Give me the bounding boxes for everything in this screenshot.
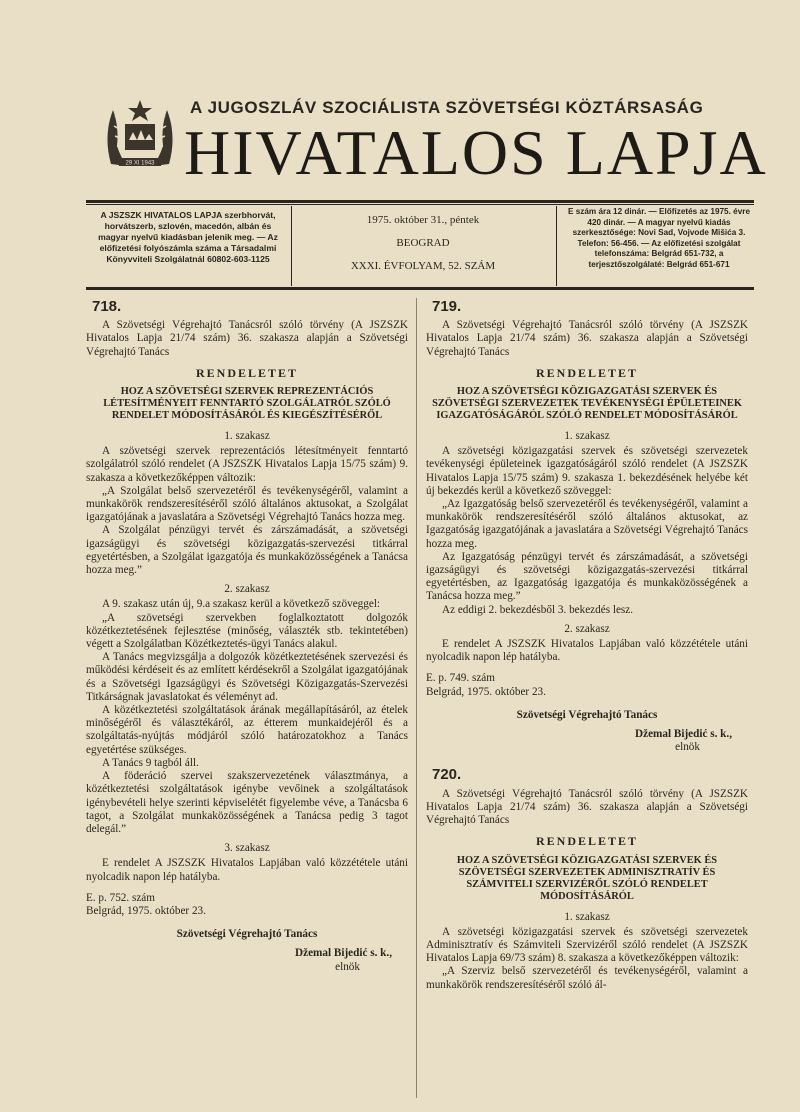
- masthead-rule-top: [86, 200, 754, 203]
- decree-718-ep-number: E. p. 752. szám: [86, 891, 155, 904]
- issue-volume: XXXI. ÉVFOLYAM, 52. SZÁM: [350, 260, 496, 272]
- decree-719-paragraph: E rendelet A JSZSZK Hivatalos Lapjában való közzététele utáni nyolcadik napon lép hatályba.: [426, 638, 748, 664]
- info-divider-left: [291, 206, 292, 286]
- decree-719-paragraph: „Az Igazgatóság belső szervezetéről és tevékenységéről, valamint a munkakörök rendszeresítéséről szóló általános aktusokat, az Igazgatóság igazgatójának a javaslatára a Szövetségi Végrehajtó Tanács hozza meg.: [426, 498, 748, 550]
- decree-720-subject: HOZ A SZÖVETSÉGI KÖZIGAZGATÁSI SZERVEK ÉS SZÖVETSÉGI SZERVEZETEK ADMINISZTRATÍV ÉS SZÁMVITELI SZERVIZÉRŐL SZÓLÓ RENDELET MÓDOSÍTÁSÁRÓL: [456, 854, 718, 902]
- decree-718-paragraph: A Szolgálat pénzügyi tervét és zárszámadását, a szövetségi igazságügyi és szövetségi közigazgatás-szervezési titkárral egyetértésben, a Szolgálat igazgatója és munkaközösségének a Tanácsa hozza meg.”: [86, 524, 408, 577]
- decree-720-paragraph: A szövetségi közigazgatási szervek és szövetségi szervezetek Adminisztratív és Számviteli Szervizéről szóló rendelet (A JSZSZK Hivatalos Lapja 69/73 szám) 8. szakasza a következőképpen változik:: [426, 925, 748, 965]
- decree-718-paragraph: A Tanács 9 tagból áll.: [102, 756, 199, 769]
- subscription-note: A JSZSZK HIVATALOS LAPJA szerbhorvát, horvátszerb, szlovén, macedón, albán és magyar nyelvű kiadásban jelenik meg. — Az előfizetési folyószámla száma a Társadalmi Könyvviteli Szolgálatnál 60802-603-1125: [98, 210, 278, 264]
- decree-719-article-1: 1. szakasz: [564, 430, 610, 443]
- column-divider: [416, 298, 417, 1098]
- decree-718-number: 718.: [92, 298, 122, 315]
- decree-718-article-3: 3. szakasz: [224, 842, 270, 855]
- masthead-rule-top-thin: [86, 204, 754, 205]
- emblem-date: 29 XI 1943: [125, 160, 155, 167]
- decree-718-paragraph: A Tanács megvizsgálja a dolgozók közétkeztetésének szervezési és működési kérdéseit és az említett kérdésekről a Szolgálat igazgatójának és a Szövetségi Igazságügyi és Szövetségi Közigazgatás-Szervezési Titkárságnak javaslatokat és véleményt ad.: [86, 651, 408, 703]
- decree-718-signature-title: elnök: [335, 960, 360, 973]
- decree-719-number: 719.: [432, 298, 462, 315]
- decree-720-intro: A Szövetségi Végrehajtó Tanácsról szóló törvény (A JSZSZK Hivatalos Lapja 21/74 szám) 36. szakasza alapján a Szövetségi Végrehajtó Tanács: [426, 787, 748, 827]
- masthead-rule-bottom: [86, 287, 754, 290]
- decree-720-article-1: 1. szakasz: [564, 910, 610, 923]
- decree-718-heading: RENDELETET: [195, 365, 299, 380]
- decree-719-signature: Džemal Bijedić s. k.,: [635, 728, 732, 741]
- decree-718-article-2: 2. szakasz: [224, 583, 270, 596]
- decree-720-paragraph: „A Szerviz belső szervezetéről és tevékenységéről, valamint a munkakörök rendszeresítéséről szóló ál-: [426, 965, 748, 991]
- decree-718-paragraph: „A Szolgálat belső szervezetéről és tevékenységéről, valamint a munkakörök rendszeresítéséről szóló általános aktusokat, a Szolgálat igazgatójának a javaslatára a Szövetségi Végrehajtó Tanács hozza meg.: [86, 484, 408, 524]
- decree-718-paragraph: „A szövetségi szervekben foglalkoztatott dolgozók közétkeztetésének fejlesztése (minőség, választék stb. tekintetében) végett a Szolgálatban Közétkeztetés-ügyi Tanács alakul.: [86, 611, 408, 651]
- decree-718-signer: Szövetségi Végrehajtó Tanács: [176, 928, 318, 941]
- masthead-title: HIVATALOS LAPJA: [184, 117, 768, 188]
- decree-719-ep-number: E. p. 749. szám: [426, 672, 495, 685]
- decree-719-paragraph: Az Igazgatóság pénzügyi tervét és zárszámadását, a szövetségi igazságügyi és szövetségi közigazgatás-szervezési titkárral egyetértésben, az Igazgatóság igazgatója és munkaközösségének a Tanácsa hozza meg.”: [426, 550, 748, 603]
- masthead-supertitle: A JUGOSZLÁV SZOCIÁLISTA SZÖVETSÉGI KÖZTÁRSASÁG: [190, 98, 704, 117]
- state-emblem-icon: [101, 96, 179, 176]
- decree-720-number: 720.: [432, 766, 462, 784]
- info-divider-right: [556, 206, 557, 286]
- decree-718-paragraph: A 9. szakasz után új, 9.a szakasz kerül a következő szöveggel:: [102, 598, 381, 611]
- issue-city: BEOGRAD: [396, 237, 450, 249]
- decree-718-signature: Džemal Bijedić s. k.,: [295, 947, 392, 960]
- decree-718-subject: HOZ A SZÖVETSÉGI SZERVEK REPREZENTÁCIÓS LÉTESÍTMÉNYEIT FENNTARTÓ SZOLGÁLATRÓL SZÓLÓ RENDELET MÓDOSÍTÁSÁRÓL ÉS KIEGÉSZÍTÉSÉRŐL: [103, 386, 391, 422]
- decree-719-paragraph: Az eddigi 2. bekezdésből 3. bekezdés lesz.: [442, 603, 634, 616]
- decree-718-paragraph: A közétkeztetési szolgáltatások árának megállapításáról, az ételek minőségéről és választékáról, az étterem munkaidejéről és a szolgáltatás-nyújtás módjáról szóló határozatokhoz a Tanács egyetértése szükséges.: [86, 704, 408, 756]
- issue-info: [296, 214, 550, 283]
- decree-719-signer: Szövetségi Végrehajtó Tanács: [516, 708, 658, 721]
- issue-date: 1975. október 31., péntek: [366, 214, 480, 226]
- decree-718-place-date: Belgrád, 1975. október 23.: [86, 904, 206, 917]
- decree-719-signature-title: elnök: [675, 741, 700, 754]
- decree-720-heading: RENDELETET: [535, 834, 639, 849]
- column-left: [86, 296, 408, 974]
- decree-718-paragraph: E rendelet A JSZSZK Hivatalos Lapjában való közzététele utáni nyolcadik napon lép hatályba.: [86, 857, 408, 883]
- decree-719-intro: A Szövetségi Végrehajtó Tanácsról szóló törvény (A JSZSZK Hivatalos Lapja 21/74 szám) 36. szakasza alapján a Szövetségi Végrehajtó Tanács: [426, 319, 748, 358]
- decree-719-subject: HOZ A SZÖVETSÉGI KÖZIGAZGATÁSI SZERVEK ÉS SZÖVETSÉGI SZERVEZETEK TEVÉKENYSÉGI ÉPÜLETEINEK IGAZGATÓSÁGÁRÓL SZÓLÓ RENDELET MÓDOSÍTÁSÁRÓL: [432, 386, 742, 422]
- decree-718-intro: A Szövetségi Végrehajtó Tanácsról szóló törvény (A JSZSZK Hivatalos Lapja 21/74 szám) 36. szakasza alapján a Szövetségi Végrehajtó Tanács: [86, 319, 408, 358]
- decree-718-paragraph: A föderáció szervei szakszervezetének választmánya, a közétkeztetési szolgáltatások igénybe vevőinek a szolgáltatások igénybevételi helye szerinti képviselétét figyelembe véve, a Tanácsba 6 tagot, a Szolgálat munkaközösségének a Tanácsa pedig 3 tagot delegál.”: [86, 770, 408, 835]
- decree-719-paragraph: A szövetségi közigazgatási szervek és szövetségi szervezetek tevékenységi épületeinek igazgatóságáról szóló rendelet (A JSZSZK Hivatalos Lapja 15/75 szám) 9. szakasza 1. bekezdésének helyébe két új bekezdés kerül a következő szöveggel:: [426, 445, 748, 497]
- column-right: [426, 296, 748, 992]
- price-note: E szám ára 12 dinár. — Előfizetés az 1975. évre 420 dinár. — A magyar nyelvű kiadás szerkesztősége: Novi Sad, Vojvode Mišića 3. Telefon: 56-456. — Az előfizetési szolgálat telefonszáma: Belgrád 651-732, a terjesztőszolgálaté: Belgrád 651-671: [567, 207, 751, 269]
- decree-718-paragraph: A szövetségi szervek reprezentációs létesítményeit fenntartó szolgálatról szóló rendelet (A JSZSZK Hivatalos Lapja 15/75 szám) 9. szakasza a következőképpen változik:: [86, 445, 408, 484]
- decree-719-article-2: 2. szakasz: [564, 622, 610, 635]
- decree-718-article-1: 1. szakasz: [224, 430, 270, 443]
- decree-719-heading: RENDELETET: [535, 365, 639, 380]
- decree-719-place-date: Belgrád, 1975. október 23.: [426, 685, 546, 698]
